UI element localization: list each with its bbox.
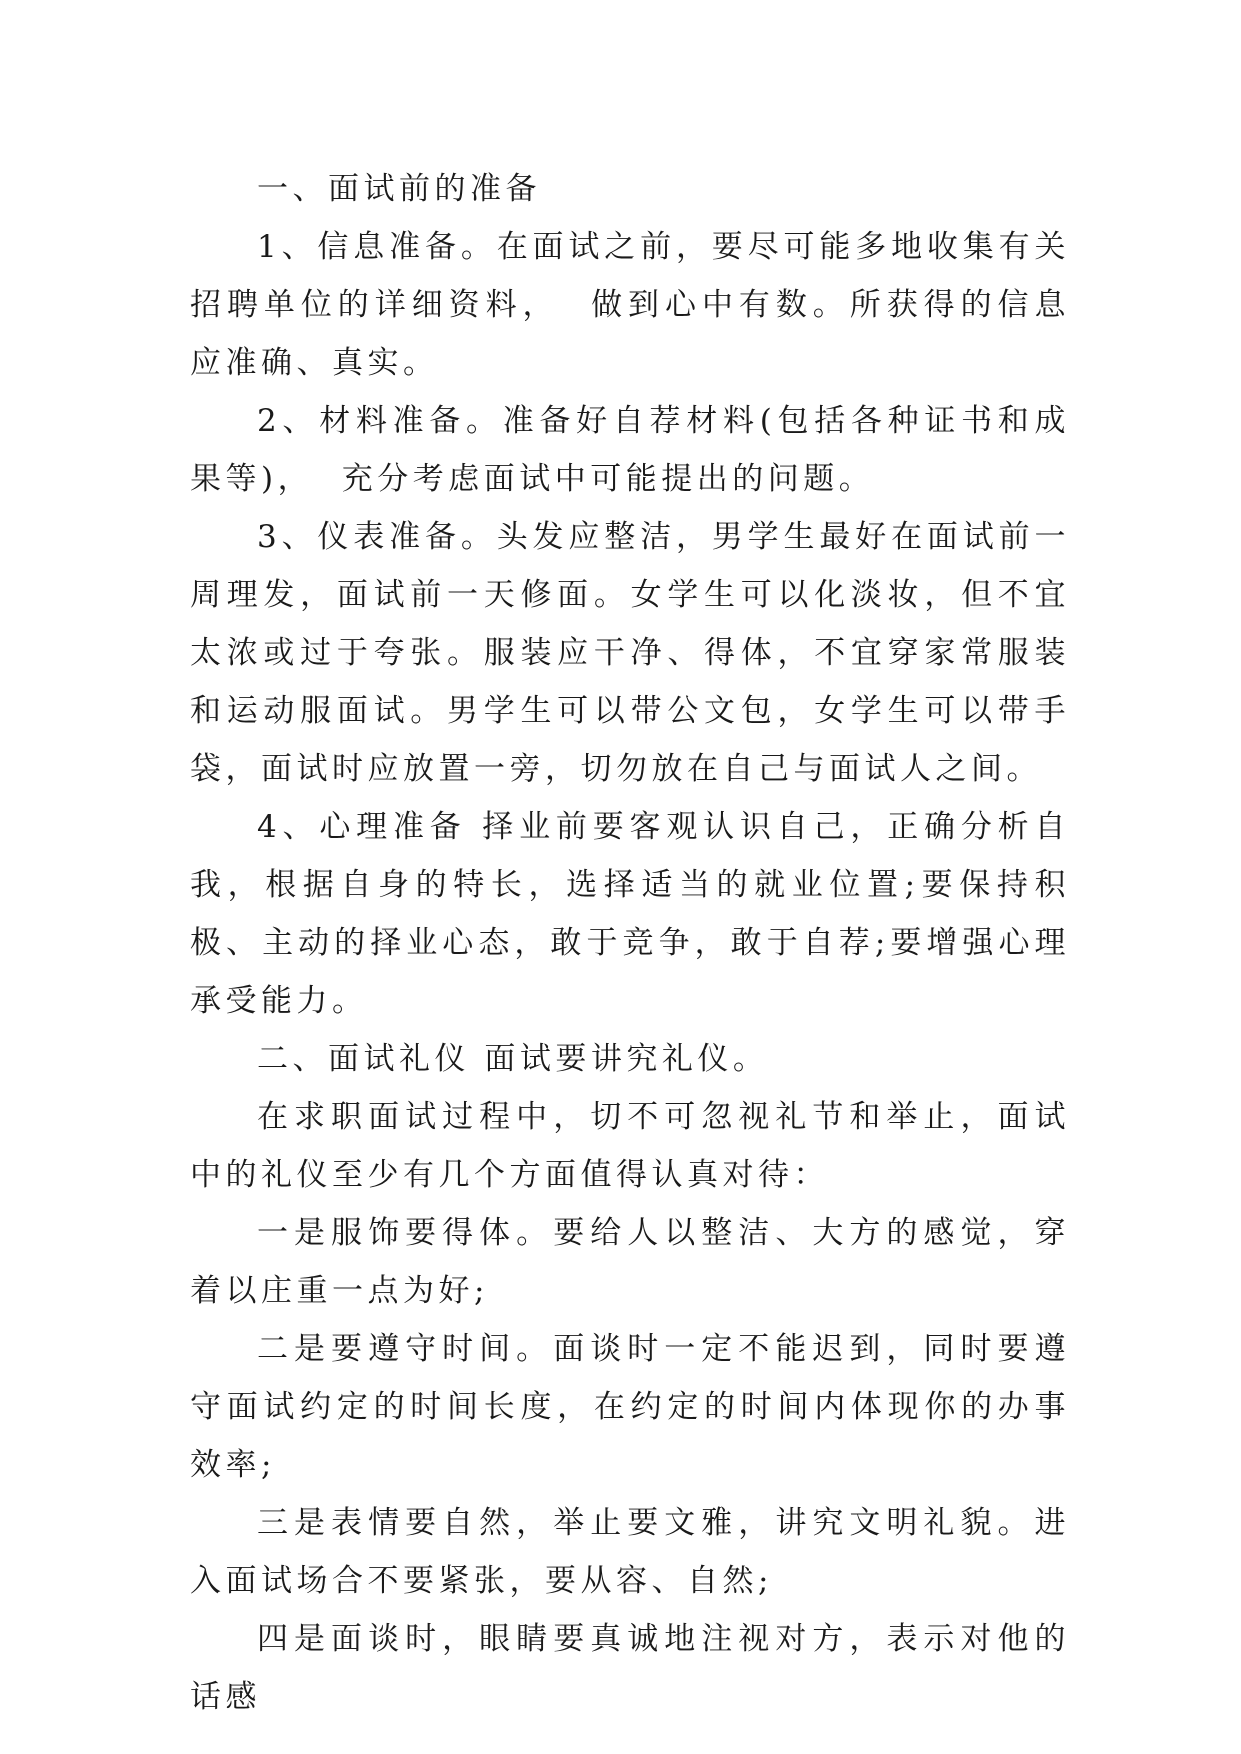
section-heading-preparation: 一、面试前的准备	[257, 171, 541, 207]
paragraph-etiquette-intro: 在求职面试过程中，切不可忽视礼节和举止，面试中的礼仪至少有几个方面值得认真对待：	[190, 1099, 1070, 1193]
paragraph-appearance-preparation: 3、仪表准备。头发应整洁，男学生最好在面试前一周理发，面试前一天修面。女学生可以化淡妆，但不宜太浓或过于夸张。服装应干净、得体，不宜穿家常服装和运动服面试。男学生可以带公文包，女学生可以带手袋，面试时应放置一旁，切勿放在自己与面试人之间。	[190, 519, 1070, 787]
paragraph-point-one: 一是服饰要得体。要给人以整洁、大方的感觉，穿着以庄重一点为好;	[190, 1215, 1070, 1309]
paragraph-point-four: 四是面谈时，眼睛要真诚地注视对方，表示对他的话感	[190, 1621, 1070, 1715]
paragraph-point-three: 三是表情要自然，举止要文雅，讲究文明礼貌。进入面试场合不要紧张，要从容、自然;	[190, 1505, 1070, 1599]
paragraph-point-two: 二是要遵守时间。面谈时一定不能迟到，同时要遵守面试约定的时间长度，在约定的时间内体现你的办事效率;	[190, 1331, 1070, 1483]
paragraph-information-preparation: 1、信息准备。在面试之前，要尽可能多地收集有关招聘单位的详细资料， 做到心中有数。所获得的信息应准确、真实。	[190, 229, 1070, 381]
section-heading-etiquette: 二、面试礼仪 面试要讲究礼仪。	[257, 1041, 769, 1077]
paragraph-material-preparation: 2、材料准备。准备好自荐材料(包括各种证书和成果等)， 充分考虑面试中可能提出的问题。	[190, 403, 1070, 497]
paragraph-psychological-preparation: 4、心理准备 择业前要客观认识自己，正确分析自我，根据自身的特长，选择适当的就业位置;要保持积极、主动的择业心态，敢于竞争，敢于自荐;要增强心理承受能力。	[190, 809, 1070, 1019]
document-body	[190, 160, 1070, 1726]
